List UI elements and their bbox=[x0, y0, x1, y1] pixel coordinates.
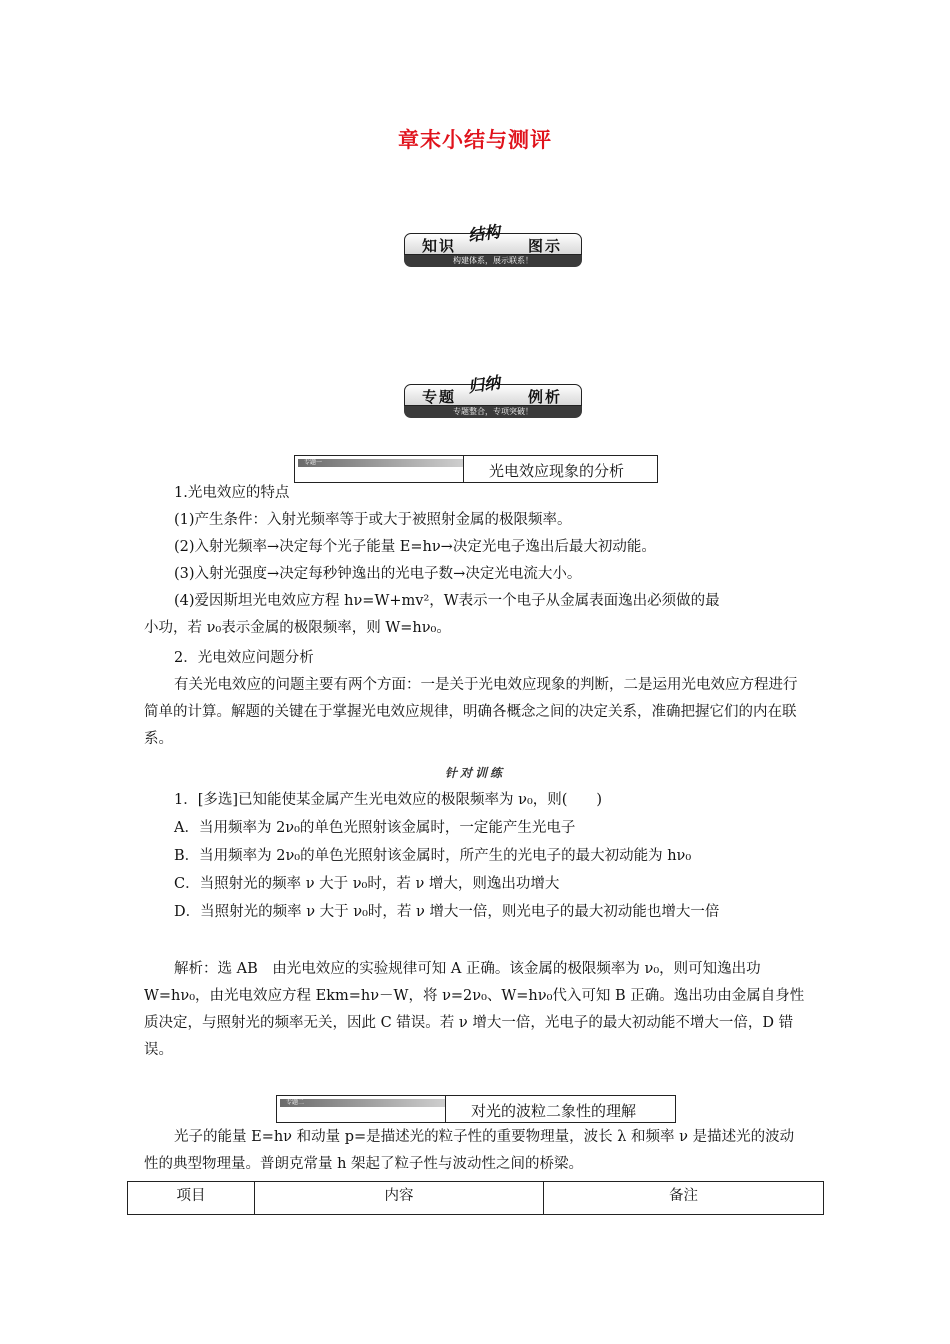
text-line: (4)爱因斯坦光电效应方程 hν=W+mv²，W表示一个电子从金属表面逸出必须做的最 bbox=[174, 593, 720, 609]
paragraph: 光子的能量 E=hν 和动量 p=是描述光的粒子性的重要物理量，波长 λ 和频率 ν 是描述光的波动性的典型物理量。普朗克常量 h 架起了粒子性与波动性之间的桥梁。 bbox=[144, 1129, 795, 1172]
topic-2-header bbox=[276, 1095, 676, 1123]
answer-analysis: 解析：选 AB 由光电效应的实验规律可知 A 正确。该金属的极限频率为 ν₀，则可知逸出功 W=hν₀，由光电效应方程 Ekm=hν－W，将 ν=2ν₀、W=hν₀代入可知 B 正确。逸出功由金属自身性质决定，与照射光的频率无关，因此 C 错误。若 ν 增大一倍，光电子的最大初动能不增大一倍，D 错误。 bbox=[144, 961, 805, 1058]
banner-subtitle: 专题整合，专项突破！ bbox=[404, 406, 582, 418]
question: 1．[多选]已知能使某金属产生光电效应的极限频率为 ν₀，则( ) bbox=[174, 792, 603, 808]
banner-word-1: 知识 bbox=[422, 237, 457, 255]
banner-word-3: 图示 bbox=[527, 237, 562, 255]
table-header: 项目 bbox=[128, 1182, 255, 1215]
topic-title: 光电效应现象的分析 bbox=[489, 462, 625, 480]
comparison-table bbox=[127, 1181, 824, 1215]
banner-word-1: 专题 bbox=[422, 388, 457, 406]
knowledge-structure-banner bbox=[404, 221, 582, 267]
option-b: B．当用频率为 2ν₀的单色光照射该金属时，所产生的光电子的最大初动能为 hν₀ bbox=[174, 848, 692, 864]
banner-word-3: 例析 bbox=[527, 388, 562, 406]
table-header: 备注 bbox=[544, 1182, 824, 1215]
topic-label: 专题二 bbox=[280, 1099, 446, 1107]
option-c: C．当照射光的频率 ν 大于 ν₀时，若 ν 增大，则逸出功增大 bbox=[174, 876, 560, 892]
table-header: 内容 bbox=[255, 1182, 544, 1215]
topic-title: 对光的波粒二象性的理解 bbox=[471, 1102, 637, 1120]
text-line: (2)入射光频率→决定每个光子能量 E=hν→决定光电子逸出后最大初动能。 bbox=[174, 539, 656, 555]
topic-1-header bbox=[294, 455, 658, 483]
paragraph: 有关光电效应的问题主要有两个方面：一是关于光电效应现象的判断，二是运用光电效应方程进行简单的计算。解题的关键在于掌握光电效应规律，明确各概念之间的决定关系，准确把握它们的内在联系。 bbox=[144, 677, 798, 747]
text-line: 2．光电效应问题分析 bbox=[174, 650, 314, 666]
banner-word-2: 归纳 bbox=[466, 372, 502, 397]
training-heading: 针对训练 bbox=[444, 766, 505, 780]
topic-label: 专题一 bbox=[298, 459, 464, 467]
banner-word-2: 结构 bbox=[466, 221, 502, 246]
banner-subtitle: 构建体系，展示联系！ bbox=[404, 255, 582, 267]
text-line: 1.光电效应的特点 bbox=[174, 485, 290, 501]
option-d: D．当照射光的频率 ν 大于 ν₀时，若 ν 增大一倍，则光电子的最大初动能也增大一倍 bbox=[174, 904, 720, 920]
text-line: (3)入射光强度→决定每秒钟逸出的光电子数→决定光电流大小。 bbox=[174, 566, 582, 582]
topic-summary-banner bbox=[404, 372, 582, 418]
text-line: (1)产生条件：入射光频率等于或大于被照射金属的极限频率。 bbox=[174, 512, 572, 528]
page-title: 章末小结与测评 bbox=[398, 127, 552, 152]
option-a: A．当用频率为 2ν₀的单色光照射该金属时，一定能产生光电子 bbox=[174, 820, 576, 836]
text-line: 小功，若 ν₀表示金属的极限频率，则 W=hν₀。 bbox=[144, 620, 451, 636]
